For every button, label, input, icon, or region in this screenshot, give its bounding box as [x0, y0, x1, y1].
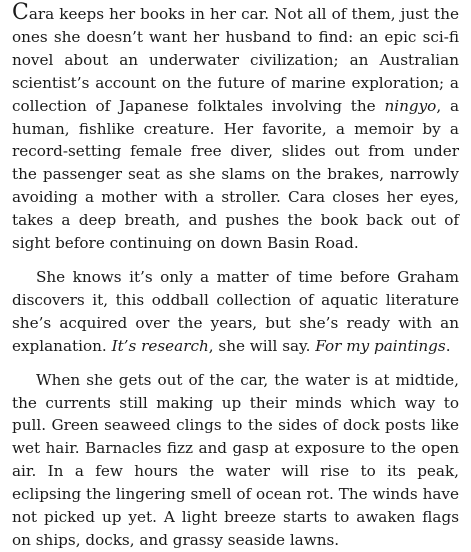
paragraph-1-text-b: , a human, fishlike creature. Her favorite, a memoir by a record-setting female free diver, slides out from under the passenger seat as she slams on the brakes, narrowly avoiding a mother with a stroller. Cara closes her eyes, takes a deep breath, and pushes the book back out of sight before continuing on down Basin Road. [12, 96, 459, 253]
paragraph-3-text: When she gets out of the car, the water is at midtide, the currents still making up their minds which way to pull. Green seaweed clings to the sides of dock posts like wet hair. Barnacles fizz and gasp at exposure to the open air. In a few hours the water will rise to its peak, eclipsing the lingering smell of ocean rot. The winds have not picked up yet. A light breeze starts to awaken flags on ships, docks, and grassy seaside lawns. [12, 370, 459, 549]
paragraph-1 [12, 2, 459, 255]
paragraph-2-italic-quote-2: For my paintings [315, 336, 446, 355]
paragraph-1-italic-term: ningyo [384, 96, 437, 115]
paragraph-2-text-a: She knows it’s only a matter of time before Graham discovers it, this oddball collection of aquatic literature she’s acquired over the years, but she’s ready with an explanation. [12, 267, 459, 355]
paragraph-2 [12, 266, 459, 358]
paragraph-1-text-a: ara keeps her books in her car. Not all of them, just the ones she doesn’t want her husband to find: an epic sci-fi novel about an underwater civilization; an Australian scientist’s account on the future of marine exploration; a collection of Japanese folktales involving the [12, 5, 459, 115]
paragraph-2-text-b: , she will say. [208, 336, 316, 355]
paragraph-2-text-c: . [445, 336, 451, 355]
paragraph-2-italic-quote-1: It’s research [111, 336, 209, 355]
paragraph-3 [12, 369, 459, 552]
initial-letter: C [12, 0, 29, 25]
